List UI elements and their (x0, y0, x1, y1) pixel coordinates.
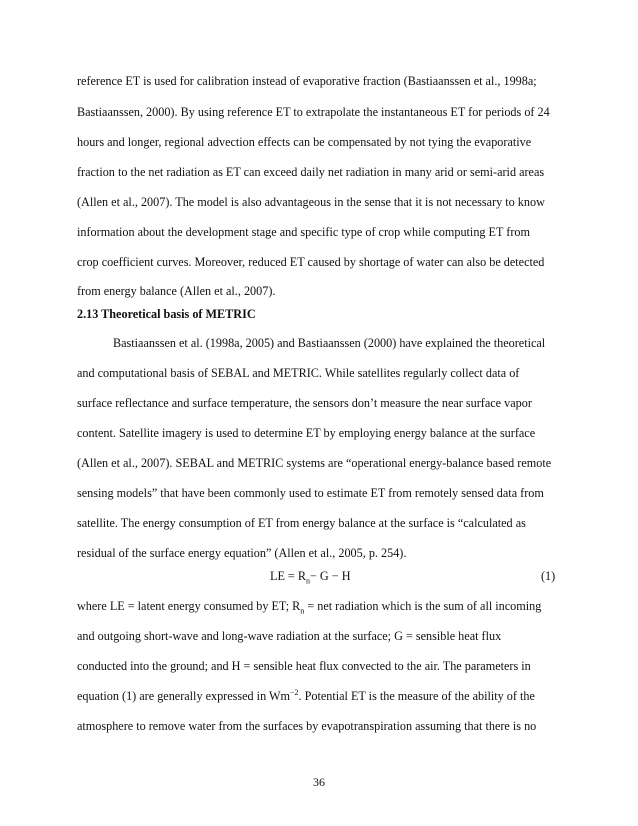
equation (270, 568, 351, 584)
paragraph-line (77, 688, 535, 704)
subscript: n (300, 606, 305, 616)
paragraph-line (77, 598, 541, 614)
equation-number: (1) (541, 569, 556, 583)
text-segment: equation (1) are generally expressed in Wm (77, 689, 290, 703)
superscript: −2 (289, 687, 299, 697)
paragraph-line: from energy balance (Allen et al., 2007). (77, 284, 276, 298)
paragraph-line: (Allen et al., 2007). SEBAL and METRIC systems are “operational energy-balance based remote (77, 456, 552, 470)
paragraph-line: surface reflectance and surface temperature, the sensors don’t measure the near surface vapor (77, 396, 532, 410)
page-number: 36 (313, 775, 325, 789)
paragraph-line: hours and longer, regional advection effects can be compensated by not tying the evaporative (77, 135, 532, 149)
equation-subscript: n (306, 576, 310, 586)
equation-lhs: LE = R (270, 569, 306, 583)
paragraph-line: sensing models” that have been commonly used to estimate ET from remotely sensed data from (77, 486, 544, 500)
paragraph-line: satellite. The energy consumption of ET from energy balance at the surface is “calculated as (77, 516, 526, 530)
paragraph-line: reference ET is used for calibration instead of evaporative fraction (Bastiaanssen et al., 1998a; (77, 74, 537, 88)
paragraph-line: crop coefficient curves. Moreover, reduced ET caused by shortage of water can also be detected (77, 255, 545, 269)
text-segment: . Potential ET is the measure of the ability of the (298, 689, 535, 703)
text-segment: where LE = latent energy consumed by ET; R (77, 599, 301, 613)
paragraph-line: and outgoing short-wave and long-wave radiation at the surface; G = sensible heat flux (77, 629, 502, 643)
paragraph-line: (Allen et al., 2007). The model is also advantageous in the sense that it is not necessary to know (77, 195, 545, 209)
text-segment: = net radiation which is the sum of all incoming (304, 599, 542, 613)
paragraph-line: residual of the surface energy equation” (Allen et al., 2005, p. 254). (77, 546, 407, 560)
paragraph-line: atmosphere to remove water from the surfaces by evapotranspiration assuming that there is no (77, 719, 537, 733)
equation-rhs: − G − H (310, 569, 351, 583)
paragraph-line: content. Satellite imagery is used to determine ET by employing energy balance at the surface (77, 426, 536, 440)
paragraph-line: Bastiaanssen et al. (1998a, 2005) and Bastiaanssen (2000) have explained the theoretical (113, 336, 546, 350)
paragraph-line: information about the development stage and specific type of crop while computing ET from (77, 225, 530, 239)
paragraph-line: conducted into the ground; and H = sensible heat flux convected to the air. The parameters in (77, 659, 531, 673)
paragraph-line: Bastiaanssen, 2000). By using reference ET to extrapolate the instantaneous ET for periods of 24 (77, 105, 550, 119)
section-heading: 2.13 Theoretical basis of METRIC (77, 307, 256, 321)
paragraph-line: fraction to the net radiation as ET can exceed daily net radiation in many arid or semi-arid areas (77, 165, 545, 179)
paragraph-line: and computational basis of SEBAL and METRIC. While satellites regularly collect data of (77, 366, 520, 380)
